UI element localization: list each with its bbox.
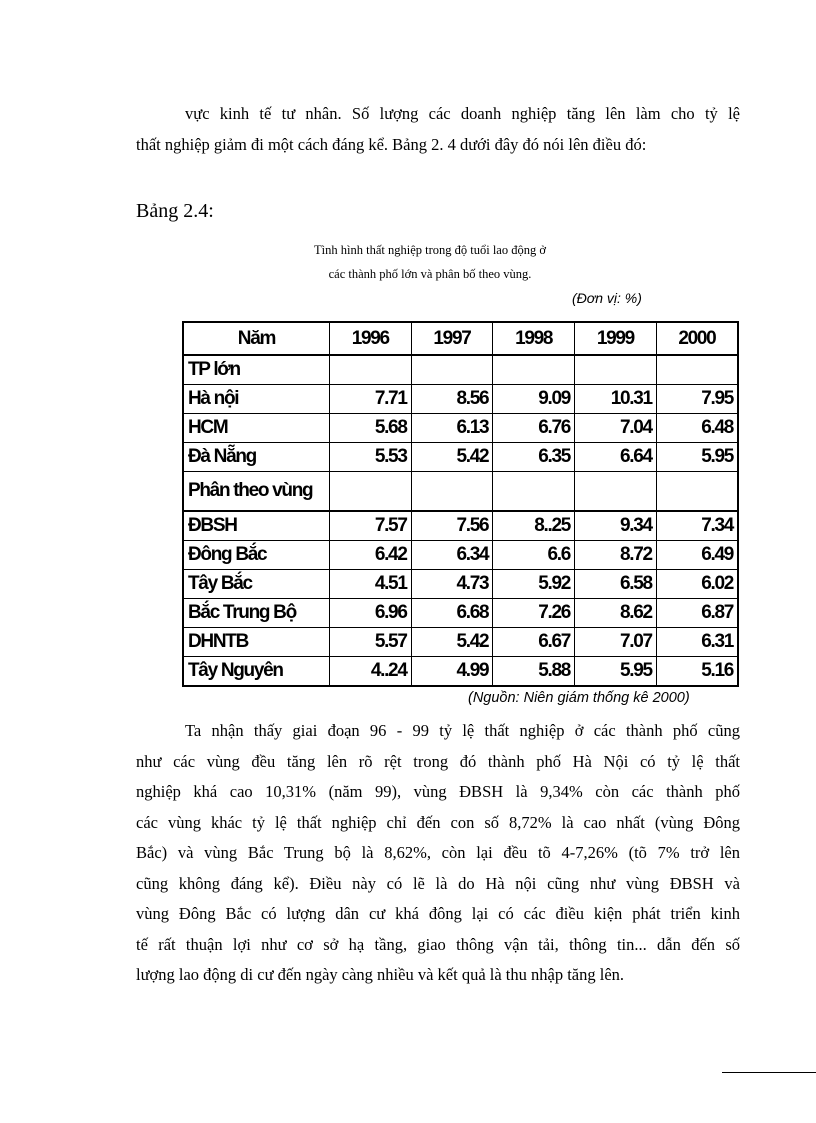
group-row-regions [183,472,738,512]
cell-value: 6.96 [329,599,411,628]
body-line: các vùng khác tỷ lệ thất nghiệp chỉ đến con số 8,72% là cao nhất (vùng Đông [136,812,740,832]
caption-line-1: Tình hình thất nghiệp trong độ tuổi lao động ở [314,243,546,257]
cell-value: 6.35 [493,443,575,472]
unit-note: (Đơn vị: %) [572,290,642,306]
header-2000: 2000 [656,322,738,355]
body-line: nghiệp khá cao 10,31% (năm 99), vùng ĐBSH là 9,34% còn các thành phố [136,782,740,801]
cell-value: 5.92 [493,570,575,599]
cell-value: 4..24 [329,657,411,687]
cell-value: 7.26 [493,599,575,628]
footnote-divider [722,1072,816,1073]
cell-value: 10.31 [575,385,657,414]
cell-value: 5.42 [411,443,493,472]
cell-value: 5.95 [575,657,657,687]
cell-value: 4.99 [411,657,493,687]
table-label: Bảng 2.4: [136,200,214,222]
table-caption [230,238,630,286]
cell-value: 5.68 [329,414,411,443]
cell-value: 6.6 [493,541,575,570]
cell-value: 5.16 [656,657,738,687]
row-label: Hà nội [183,385,329,414]
row-label: Đà Nẵng [183,443,329,472]
cell-value: 6.68 [411,599,493,628]
body-line: lượng lao động di cư đến ngày càng nhiều và kết quả là thu nhập tăng lên. [136,965,625,984]
caption-line-2: các thành phố lớn và phân bố theo vùng. [328,267,532,281]
body-line: cũng không đáng kể). Điều này có lẽ là do Hà nội cũng như vùng ĐBSH và [136,873,740,893]
group-label: TP lớn [183,355,329,385]
intro-paragraph [136,99,740,160]
cell-value: 6.58 [575,570,657,599]
body-line: Bắc) và vùng Bắc Trung bộ là 8,62%, còn lại đều tõ 4-7,26% (tõ 7% trở lên [136,843,740,862]
row-label: ĐBSH [183,511,329,541]
table-row [183,511,738,541]
table-row [183,541,738,570]
cell-value: 6.13 [411,414,493,443]
table-header-row [183,322,738,355]
row-label: Bắc Trung Bộ [183,599,329,628]
cell-value: 4.51 [329,570,411,599]
group-label: Phân theo vùng [183,472,329,512]
cell-value: 9.34 [575,511,657,541]
cell-value: 5.88 [493,657,575,687]
cell-value: 6.42 [329,541,411,570]
row-label: Tây Bắc [183,570,329,599]
cell-value: 6.49 [656,541,738,570]
body-line: tế rất thuận lợi như cơ sở hạ tầng, giao thông vận tải, thông tin... dẫn đến số [136,934,740,954]
row-label: HCM [183,414,329,443]
group-row-cities [183,355,738,385]
table-row [183,657,738,687]
cell-value: 4.73 [411,570,493,599]
cell-value: 7.95 [656,385,738,414]
intro-line-2: thất nghiệp giảm đi một cách đáng kể. Bảng 2. 4 dưới đây đó nói lên điều đó: [136,134,647,154]
cell-value: 6.34 [411,541,493,570]
cell-value: 6.76 [493,414,575,443]
table-row [183,385,738,414]
row-label: Tây Nguyên [183,657,329,687]
source-note: (Nguồn: Niên giám thống kê 2000) [468,690,690,706]
header-1997: 1997 [411,322,493,355]
cell-value: 5.53 [329,443,411,472]
body-paragraph [136,716,740,991]
cell-value: 7.57 [329,511,411,541]
cell-value: 8..25 [493,511,575,541]
cell-value: 5.95 [656,443,738,472]
cell-value: 6.87 [656,599,738,628]
cell-value: 7.34 [656,511,738,541]
header-1999: 1999 [575,322,657,355]
cell-value: 6.67 [493,628,575,657]
table-row [183,570,738,599]
cell-value: 7.07 [575,628,657,657]
cell-value: 6.31 [656,628,738,657]
table-row [183,443,738,472]
header-1996: 1996 [329,322,411,355]
row-label: DHNTB [183,628,329,657]
body-line: như các vùng đều tăng lên rõ rệt trong đó thành phố Hà Nội có tỷ lệ thất [136,751,740,771]
table-row [183,599,738,628]
cell-value: 5.57 [329,628,411,657]
body-line: vùng Đông Bắc có lượng dân cư khá đông lại có các điều kiện phát triển kinh [136,904,740,923]
unemployment-table [182,321,739,687]
cell-value: 8.72 [575,541,657,570]
cell-value: 7.71 [329,385,411,414]
row-label: Đông Bắc [183,541,329,570]
cell-value: 8.56 [411,385,493,414]
cell-value: 7.04 [575,414,657,443]
cell-value: 6.48 [656,414,738,443]
cell-value: 9.09 [493,385,575,414]
header-1998: 1998 [493,322,575,355]
table-row [183,414,738,443]
header-year-label: Năm [183,322,329,355]
intro-line-1: vực kinh tế tư nhân. Số lượng các doanh nghiệp tăng lên làm cho tỷ lệ [185,104,740,123]
cell-value: 7.56 [411,511,493,541]
table-row [183,628,738,657]
cell-value: 6.64 [575,443,657,472]
cell-value: 8.62 [575,599,657,628]
cell-value: 6.02 [656,570,738,599]
cell-value: 5.42 [411,628,493,657]
body-line: Ta nhận thấy giai đoạn 96 - 99 tỷ lệ thất nghiệp ở các thành phố cũng [185,721,740,740]
